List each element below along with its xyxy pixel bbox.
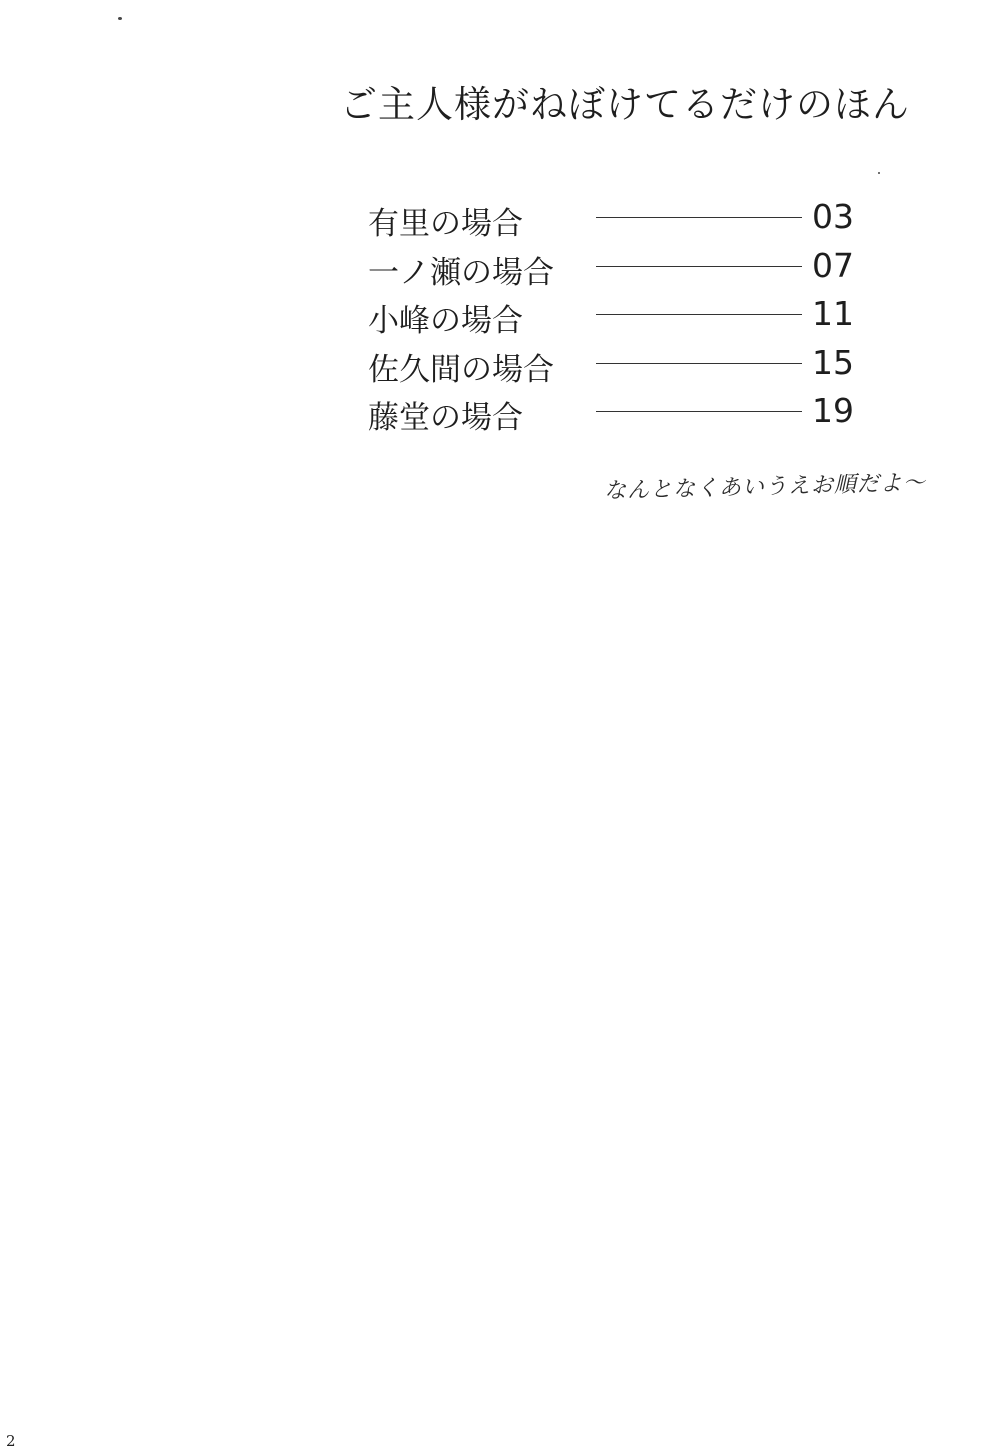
toc-leader-line	[596, 217, 802, 218]
page-number: 2	[6, 1432, 16, 1450]
toc-entry-page: 07	[812, 245, 854, 285]
toc-entry-label: 佐久間の場合	[368, 351, 554, 388]
scan-speck	[118, 17, 122, 20]
toc-leader-line	[596, 314, 802, 315]
toc-entry	[368, 243, 868, 292]
scan-speck	[878, 172, 880, 174]
toc-entry-page: 03	[812, 197, 854, 236]
toc-entry	[368, 340, 868, 389]
toc-entry	[368, 388, 868, 437]
toc-entry-label: 藤堂の場合	[368, 400, 523, 436]
toc-entry	[368, 194, 868, 243]
toc-entry	[368, 291, 868, 340]
toc-entry-label: 小峰の場合	[368, 303, 523, 339]
toc-entry-page: 19	[812, 391, 854, 430]
toc-leader-line	[596, 411, 802, 412]
toc-entry-page: 11	[812, 294, 854, 333]
table-of-contents	[368, 194, 868, 437]
handwritten-note: なんとなくあいうえお順だよ〜	[603, 470, 927, 504]
toc-leader-line	[596, 363, 802, 364]
toc-entry-page: 15	[812, 342, 854, 382]
toc-entry-label: 一ノ瀬の場合	[368, 254, 554, 291]
page-title: ご主人様がねぼけてるだけのほん	[340, 83, 910, 126]
toc-leader-line	[596, 266, 802, 267]
toc-entry-label: 有里の場合	[368, 206, 523, 242]
